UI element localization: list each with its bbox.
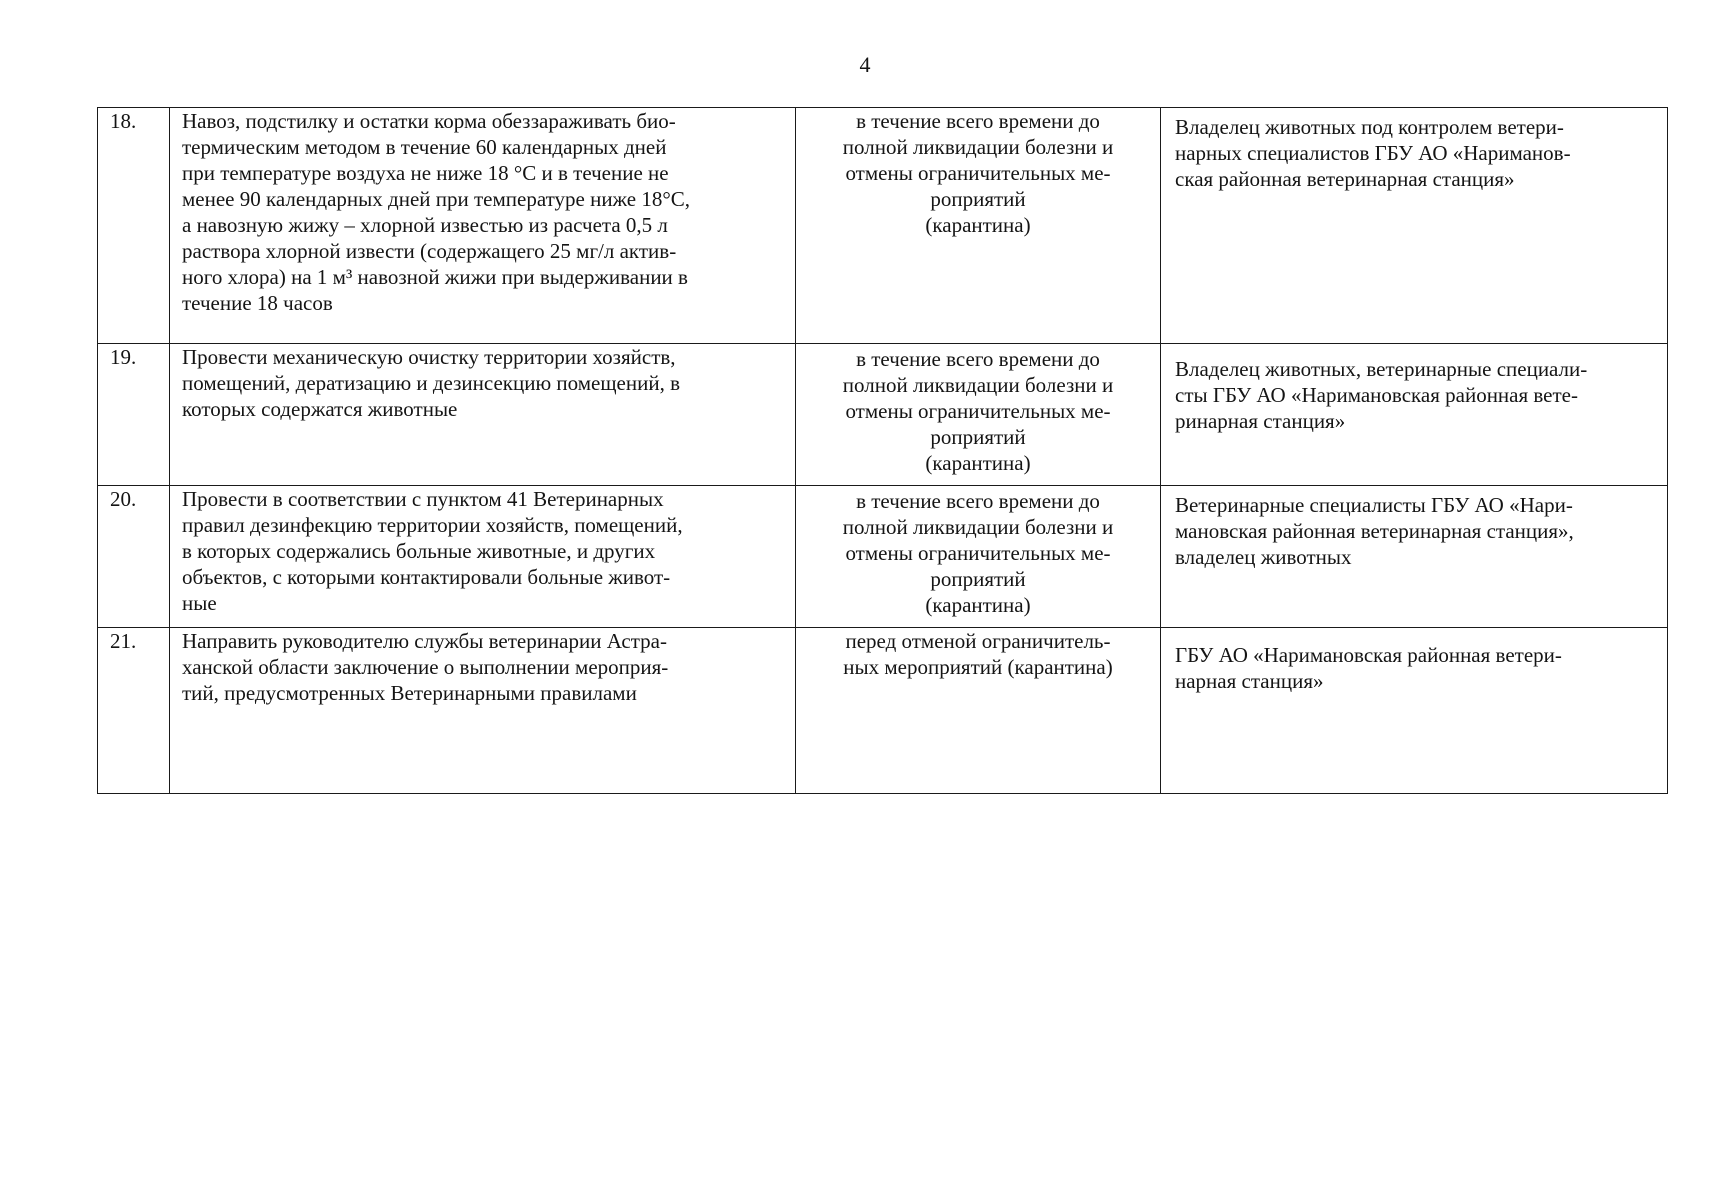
measures-table <box>97 107 1668 794</box>
responsible-text: ГБУ АО «Наримановская районная ветери- нарная станция» <box>1175 643 1562 693</box>
action-cell <box>170 486 796 628</box>
row-number-cell <box>98 628 170 794</box>
action-cell <box>170 108 796 344</box>
row-number-cell <box>98 108 170 344</box>
term-text: перед отменой ограничитель- ных мероприятий (карантина) <box>843 629 1113 679</box>
responsible-cell <box>1161 108 1668 344</box>
row-number: 20. <box>110 487 137 511</box>
action-text: Провести механическую очистку территории хозяйств, помещений, дератизацию и дезинсекцию помещений, в которых содержатся животные <box>182 345 680 421</box>
action-text: Направить руководителю службы ветеринарии Астра- ханской области заключение о выполнении мероприя- тий, предусмотренных Ветеринарными правилами <box>182 629 669 705</box>
responsible-cell <box>1161 486 1668 628</box>
responsible-cell <box>1161 344 1668 486</box>
responsible-text: Владелец животных под контролем ветери- нарных специалистов ГБУ АО «Нариманов- ская районная ветеринарная станция» <box>1175 115 1571 191</box>
responsible-text: Владелец животных, ветеринарные специали- сты ГБУ АО «Наримановская районная вете- ринарная станция» <box>1175 357 1588 433</box>
term-text: в течение всего времени до полной ликвидации болезни и отмены ограничительных ме- роприятий (карантина) <box>842 489 1114 617</box>
term-cell <box>796 108 1161 344</box>
table-row <box>98 108 1668 344</box>
action-cell <box>170 344 796 486</box>
action-text: Навоз, подстилку и остатки корма обеззараживать био- термическим методом в течение 60 календарных дней при температуре воздуха не ниже 18 °С и в течение не менее 90 календарных дней при температуре ниже 18°С, а навозную жижу – хлорной известью из расчета 0,5 л раствора хлорной извести (содержащего 25 мг/л актив- ного хлора) на 1 м³ навозной жижи при выдерживании в течение 18 часов <box>182 109 691 315</box>
row-number: 19. <box>110 345 137 369</box>
term-cell <box>796 486 1161 628</box>
row-number-cell <box>98 344 170 486</box>
row-number: 21. <box>110 629 137 653</box>
term-text: в течение всего времени до полной ликвидации болезни и отмены ограничительных ме- роприятий (карантина) <box>842 347 1114 475</box>
table-row <box>98 628 1668 794</box>
row-number: 18. <box>110 109 137 133</box>
term-cell <box>796 628 1161 794</box>
table-row <box>98 486 1668 628</box>
row-number-cell <box>98 486 170 628</box>
responsible-cell <box>1161 628 1668 794</box>
page-number: 4 <box>859 52 871 77</box>
responsible-text: Ветеринарные специалисты ГБУ АО «Нари- мановская районная ветеринарная станция», владелец животных <box>1175 493 1574 569</box>
table-row <box>98 344 1668 486</box>
term-text: в течение всего времени до полной ликвидации болезни и отмены ограничительных ме- роприятий (карантина) <box>842 109 1114 237</box>
action-text: Провести в соответствии с пунктом 41 Ветеринарных правил дезинфекцию территории хозяйств, помещений, в которых содержались больные животные, и других объектов, с которыми контактировали больные живот- ные <box>182 487 683 615</box>
term-cell <box>796 344 1161 486</box>
action-cell <box>170 628 796 794</box>
